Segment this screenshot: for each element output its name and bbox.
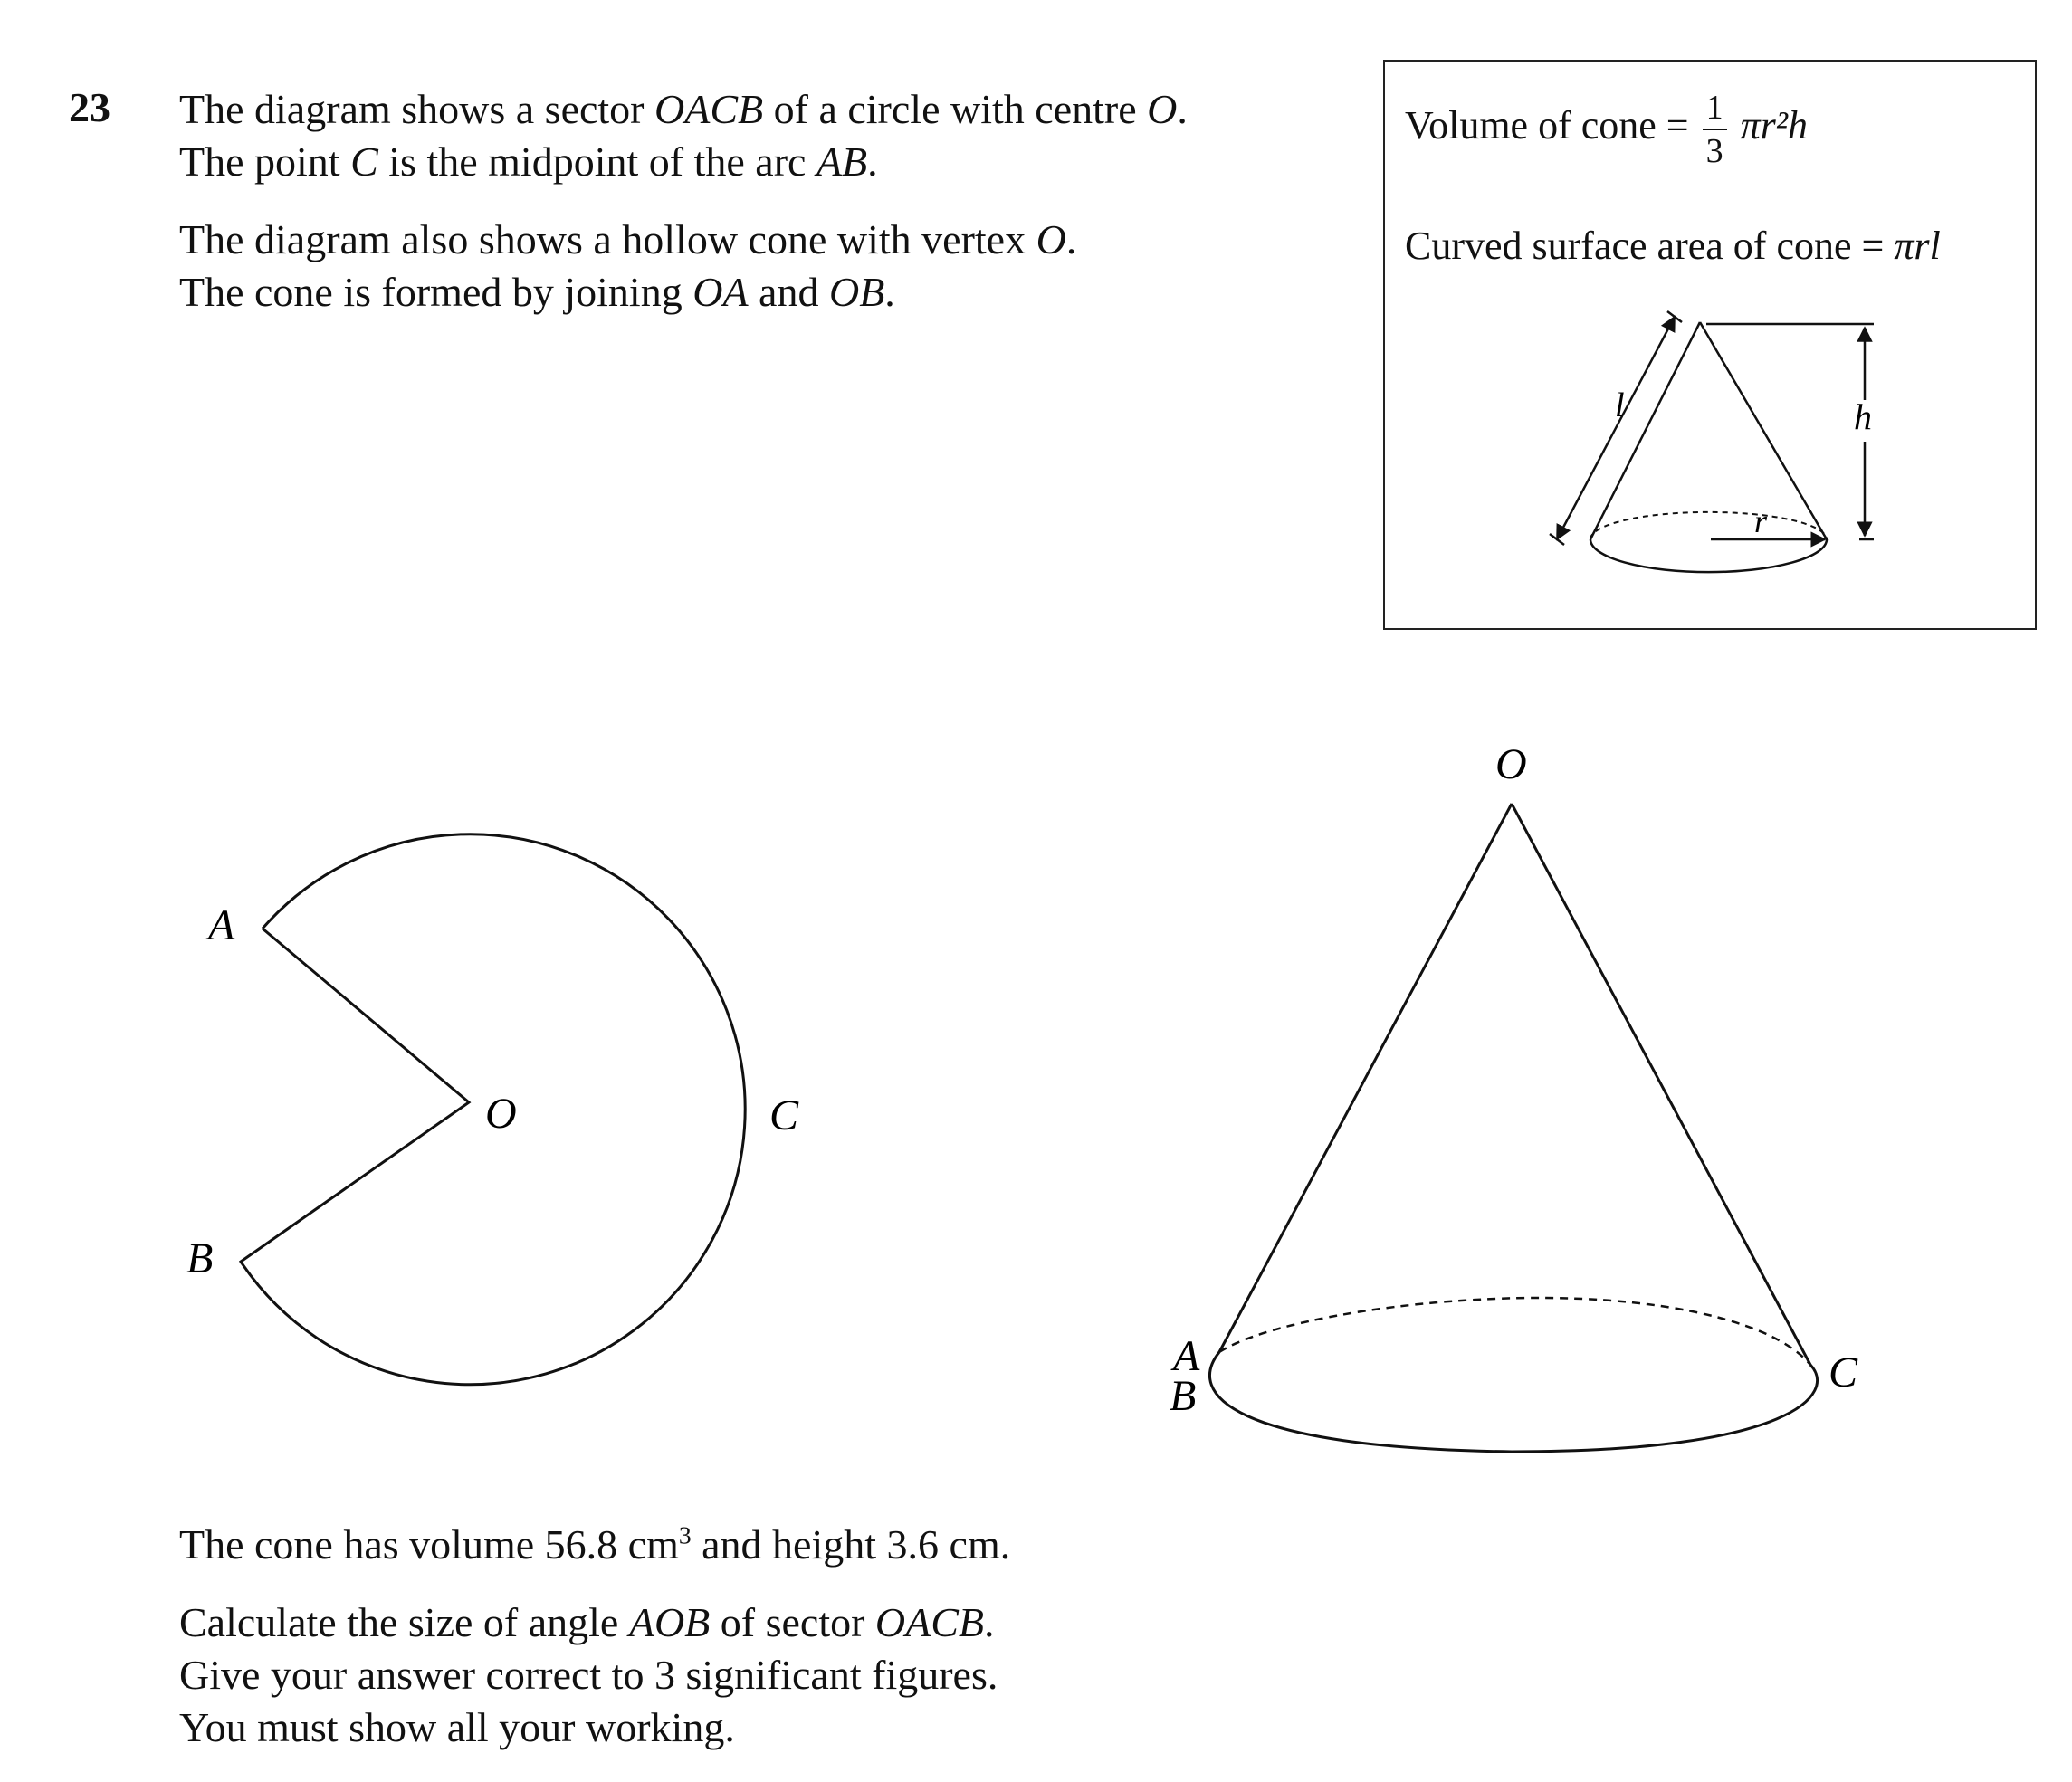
volume-expression: πr²h <box>1740 103 1808 148</box>
sector-label-A: A <box>208 901 235 949</box>
text-line: The diagram shows a sector OACB of a circle with centre O. <box>179 86 1188 132</box>
csa-label: Curved surface area of cone = <box>1405 224 1885 268</box>
text-line: The cone is formed by joining OA and OB. <box>179 269 895 315</box>
small-cone-shape <box>1590 322 1827 572</box>
sector-label-O: O <box>485 1090 517 1138</box>
given-paragraph <box>179 1519 1010 1571</box>
volume-label: Volume of cone = <box>1405 103 1689 148</box>
cone-label-C: C <box>1829 1348 1858 1396</box>
italic-term: AOB <box>628 1599 711 1645</box>
fraction-numerator: 1 <box>1703 91 1727 130</box>
cone-diagram <box>1170 740 1858 1452</box>
cone-label-A: A <box>1173 1332 1200 1380</box>
italic-term: OACB <box>654 86 764 132</box>
text-line: Calculate the size of angle AOB of sector OACB. <box>179 1599 995 1645</box>
sector-outline <box>241 834 745 1385</box>
superscript: 3 <box>678 1520 692 1549</box>
cone-base-back <box>1219 1298 1810 1365</box>
italic-term: C <box>350 138 378 185</box>
cone-label-O: O <box>1495 740 1527 788</box>
text-line: The diagram also shows a hollow cone with vertex O. <box>179 216 1077 262</box>
question-number: 23 <box>69 84 110 130</box>
italic-term: O <box>1036 216 1066 262</box>
italic-term: OACB <box>874 1599 985 1645</box>
text-line: The point C is the midpoint of the arc AB. <box>179 138 878 185</box>
sector-label-C: C <box>769 1091 799 1139</box>
formula-cone-figure <box>1385 62 2035 628</box>
label-l: l <box>1615 386 1625 424</box>
fraction-denominator: 3 <box>1705 132 1723 170</box>
italic-term: O <box>1147 86 1178 132</box>
cone-label-B: B <box>1170 1372 1197 1420</box>
sector-diagram <box>186 834 799 1385</box>
task-paragraph <box>179 1596 998 1754</box>
text-line: You must show all your working. <box>179 1704 735 1750</box>
text-line: The cone has volume 56.8 $cm^3$ and height 3.6 cm. <box>179 1520 1011 1568</box>
csa-expression: πrl <box>1894 224 1941 268</box>
italic-term: OB <box>828 269 885 315</box>
text-line: Give your answer correct to 3 significant figures. <box>179 1652 998 1698</box>
slant-length-arrow <box>1557 317 1675 539</box>
cone-intro-paragraph <box>179 214 1076 319</box>
intro-paragraph <box>179 83 1188 188</box>
italic-term: OA <box>692 269 749 315</box>
cone-base-front <box>1209 1352 1817 1452</box>
sector-label-B: B <box>186 1234 214 1282</box>
label-r: r <box>1754 503 1768 539</box>
formula-box <box>1383 60 2037 630</box>
italic-term: AB <box>816 138 868 185</box>
label-h: h <box>1854 396 1872 437</box>
